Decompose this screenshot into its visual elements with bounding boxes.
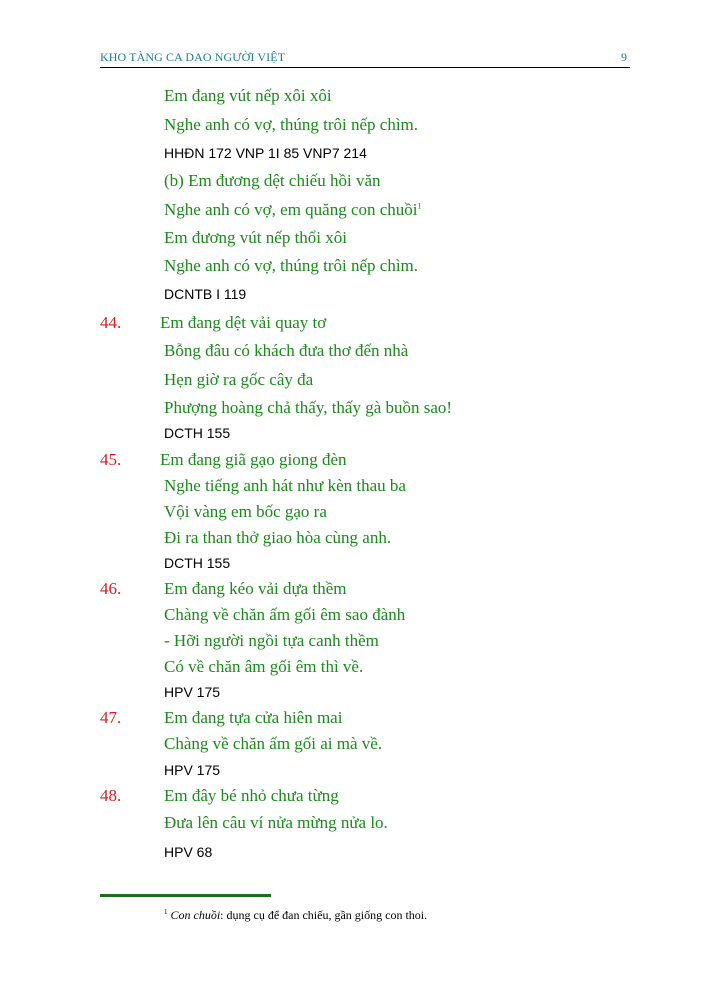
verse-line: Nghe anh có vợ, thúng trôi nếp chìm. [164, 115, 419, 134]
entry-number: 44. [100, 313, 122, 332]
source-citation: DCTH 155 [164, 555, 231, 571]
verse-line: Bỗng đâu có khách đưa thơ đến nhà [164, 341, 409, 360]
footnote-term: Con chuồi [170, 908, 221, 922]
entry-number: 46. [100, 579, 122, 598]
verse-line: Em đang kéo vải dựa thềm [164, 579, 347, 598]
verse-line: Em đương vút nếp thổi xôi [164, 228, 347, 247]
footnote-separator [100, 894, 271, 897]
verse-line: Em đang dệt vải quay tơ [160, 313, 327, 332]
verse-line: Có về chăn âm gối êm thì về. [164, 657, 364, 676]
verse-line: Đi ra than thở giao hòa cùng anh. [164, 528, 392, 547]
source-citation: HPV 175 [164, 684, 221, 700]
entry-number: 47. [100, 708, 122, 727]
source-citation: DCTH 155 [164, 425, 231, 441]
verse-line: Chàng về chăn ấm gối ai mà về. [164, 734, 383, 753]
verse-line: Vội vàng em bốc gạo ra [164, 502, 327, 521]
footnote [164, 908, 427, 923]
verse-line: Em đây bé nhỏ chưa từng [164, 786, 339, 805]
verse-line: Nghe anh có vợ, em quăng con chuồi$^1$ [164, 200, 422, 219]
verse-line: Phượng hoàng chả thấy, thấy gà buồn sao! [164, 398, 453, 417]
verse-line: Em đang tựa cửa hiên mai [164, 708, 343, 727]
source-citation: HHĐN 172 VNP 1I 85 VNP7 214 [164, 145, 367, 161]
verse-line: Đưa lên câu ví nửa mừng nửa lo. [164, 813, 388, 832]
verse-line: Chàng về chăn ấm gối êm sao đành [164, 605, 406, 624]
running-title: KHO TÀNG CA DAO NGƯỜI VIỆT [100, 50, 286, 64]
page-number: 9 [621, 50, 627, 64]
footnote-reference[interactable]: 1 [417, 201, 422, 211]
source-citation: HPV 68 [164, 844, 213, 860]
footnote-text: : dụng cụ để đan chiếu, gần giống con thoi. [220, 908, 428, 922]
verse-line: Hẹn giờ ra gốc cây đa [164, 370, 314, 389]
verse-line: (b) Em đương dệt chiếu hồi văn [164, 171, 381, 190]
verse-line: Em đang vút nếp xôi xôi [164, 86, 332, 105]
source-citation: HPV 175 [164, 762, 221, 778]
verse-line: - Hỡi người ngồi tựa canh thềm [164, 631, 379, 650]
entry-number: 45. [100, 450, 122, 469]
verse-line: Nghe tiếng anh hát như kèn thau ba [164, 476, 406, 495]
verse-line: Nghe anh có vợ, thúng trôi nếp chìm. [164, 256, 419, 275]
footnote-marker: 1 [164, 908, 168, 916]
source-citation: DCNTB I 119 [164, 286, 247, 302]
page-header [100, 47, 630, 68]
verse-line: Em đang giã gạo giong đèn [160, 450, 347, 469]
entry-number: 48. [100, 786, 122, 805]
